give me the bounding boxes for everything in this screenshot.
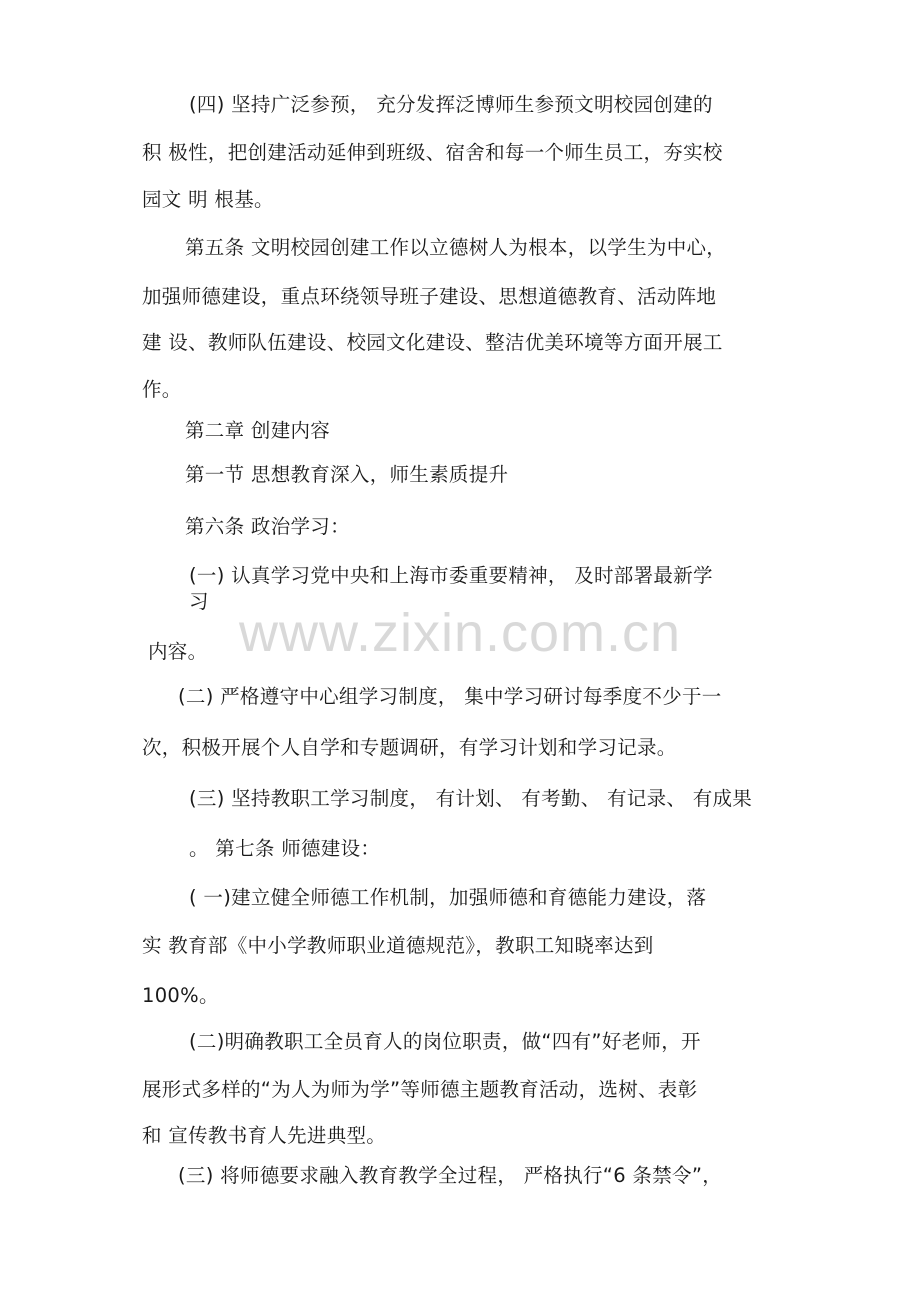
paragraph-line: 积 极性，把创建活动延伸到班级、宿舍和每一个师生员工，夯实校 [142, 141, 723, 164]
article-heading: 第六条 政治学习： [185, 515, 350, 538]
paragraph-line: (一) 认真学习党中央和上海市委重要精神， 及时部署最新学 [189, 564, 713, 587]
paragraph-line: (二)明确教职工全员育人的岗位职责，做“四有”好老师，开 [189, 1030, 701, 1053]
paragraph-line: ( 一)建立健全师德工作机制，加强师德和育德能力建设，落 [189, 886, 707, 909]
paragraph-line: (三) 将师德要求融入教育教学全过程， 严格执行“6 条禁令”， [178, 1164, 723, 1187]
paragraph-line: 第五条 文明校园创建工作以立德树人为根本，以学生为中心， [185, 236, 727, 259]
chapter-heading: 第二章 创建内容 [185, 419, 331, 442]
paragraph-line: 实 教育部《中小学教师职业道德规范》，教职工知晓率达到 [142, 934, 654, 957]
paragraph-line: 内容。 [148, 640, 208, 663]
paragraph-line: (三) 坚持教职工学习制度， 有计划、 有考勤、 有记录、 有成果 [189, 787, 753, 810]
paragraph-line: 园文 明 根基。 [142, 188, 274, 211]
paragraph-line: 加强师德建设，重点环绕领导班子建设、思想道德教育、活动阵地 [142, 285, 717, 308]
watermark: www.zixin.com.cn [238, 603, 682, 663]
paragraph-line: 次，积极开展个人自学和专题调研，有学习计划和学习记录。 [142, 736, 677, 759]
paragraph-line: (二) 严格遵守中心组学习制度， 集中学习研讨每季度不少于一 [178, 685, 722, 708]
paragraph-line: 100%。 [142, 984, 219, 1007]
paragraph-line: 习 [189, 590, 209, 613]
paragraph-line: 作。 [142, 378, 182, 401]
paragraph-line: (四) 坚持广泛参预， 充分发挥泛博师生参预文明校园创建的 [189, 93, 713, 116]
paragraph-line: 和 宣传教书育人先进典型。 [142, 1124, 387, 1147]
paragraph-line: 建 设、教师队伍建设、校园文化建设、整洁优美环境等方面开展工 [142, 331, 723, 354]
section-heading: 第一节 思想教育深入，师生素质提升 [185, 463, 509, 486]
paragraph-line: 展形式多样的“为人为师为学”等师德主题教育活动，选树、表彰 [142, 1078, 698, 1101]
paragraph-line: 。 第七条 师德建设： [189, 837, 381, 860]
